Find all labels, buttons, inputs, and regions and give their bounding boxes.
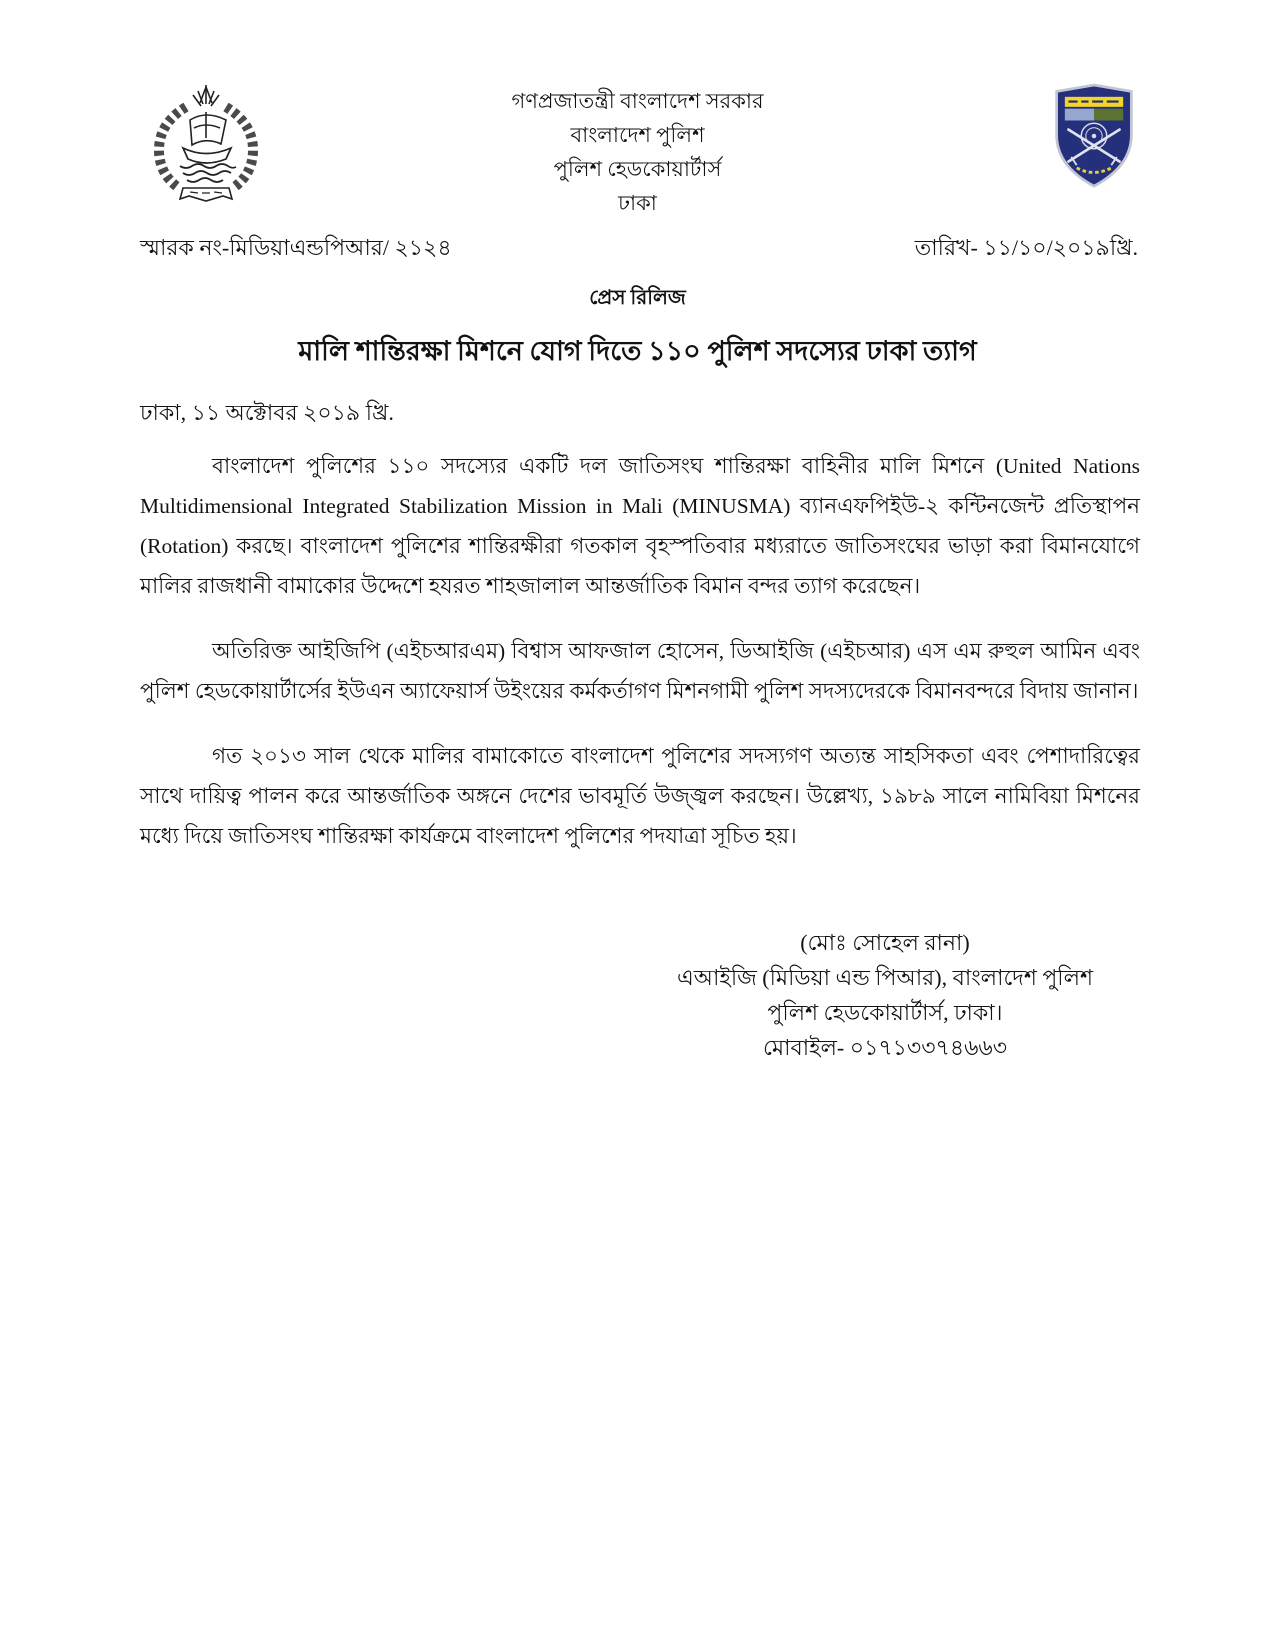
document-title: মালি শান্তিরক্ষা মিশনে যোগ দিতে ১১০ পুলিশ সদস্যের ঢাকা ত্যাগ	[298, 336, 977, 366]
signature-block	[645, 925, 1125, 1065]
memo-row	[140, 231, 1138, 268]
memo-number: স্মারক নং-মিডিয়াএন্ডপিআর/ ২১২৪	[140, 235, 452, 260]
signatory-office: পুলিশ হেডকোয়ার্টার্স, ঢাকা।	[767, 1000, 1003, 1025]
signatory-name: (মোঃ সোহেল রানা)	[800, 930, 970, 955]
government-line: গণপ্রজাতন্ত্রী বাংলাদেশ সরকার	[511, 89, 764, 113]
organization-line: বাংলাদেশ পুলিশ	[570, 123, 705, 147]
signatory-mobile: মোবাইল- ০১৭১৩৩৭৪৬৬৩	[762, 1035, 1008, 1060]
body-text	[140, 446, 1140, 881]
city-line: ঢাকা	[618, 191, 657, 215]
press-release-label: প্রেস রিলিজ	[589, 287, 686, 309]
signatory-designation: এআইজি (মিডিয়া এন্ড পিআর), বাংলাদেশ পুলিশ	[676, 965, 1094, 990]
memo-date: তারিখ- ১১/১০/২০১৯খ্রি.	[914, 235, 1138, 260]
paragraph-1: বাংলাদেশ পুলিশের ১১০ সদস্যের একটি দল জাতিসংঘ শান্তিরক্ষা বাহিনীর মালি মিশনে (United Nations Multidimensional Integrated Stabilization Mission in Mali (MINUSMA) ব্যানএফপিইউ-২ কন্টিনজেন্ট প্রতিস্থাপন (Rotation) করছে। বাংলাদেশ পুলিশের শান্তিরক্ষীরা গতকাল বৃহস্পতিবার মধ্যরাতে জাতিসংঘের ভাড়া করা বিমানযোগে মালির রাজধানী বামাকোর উদ্দেশে হযরত শাহজালাল আন্তর্জাতিক বিমান বন্দর ত্যাগ করেছেন।	[140, 454, 1140, 598]
police-headquarters-shield-icon	[1053, 82, 1135, 190]
dateline: ঢাকা, ১১ অক্টোবর ২০১৯ খ্রি.	[140, 400, 394, 425]
paragraph-2: অতিরিক্ত আইজিপি (এইচআরএম) বিশ্বাস আফজাল হোসেন, ডিআইজি (এইচআর) এস এম রুহুল আমিন এবং পুলিশ হেডকোয়ার্টার্সের ইউএন অ্যাফেয়ার্স উইংয়ের কর্মকর্তাগণ মিশনগামী পুলিশ সদস্যদেরকে বিমানবন্দরে বিদায় জানান।	[140, 639, 1140, 703]
paragraph-3: গত ২০১৩ সাল থেকে মালির বামাকোতে বাংলাদেশ পুলিশের সদস্যগণ অত্যন্ত সাহসিকতা এবং পেশাদারিত্বের সাথে দায়িত্ব পালন করে আন্তর্জাতিক অঙ্গনে দেশের ভাবমূর্তি উজ্জ্বল করছেন। উল্লেখ্য, ১৯৮৯ সালে নামিবিয়া মিশনের মধ্যে দিয়ে জাতিসংঘ শান্তিরক্ষা কার্যক্রমে বাংলাদেশ পুলিশের পদযাত্রা সূচিত হয়।	[140, 744, 1140, 848]
office-line: পুলিশ হেডকোয়ার্টার্স	[553, 157, 722, 181]
